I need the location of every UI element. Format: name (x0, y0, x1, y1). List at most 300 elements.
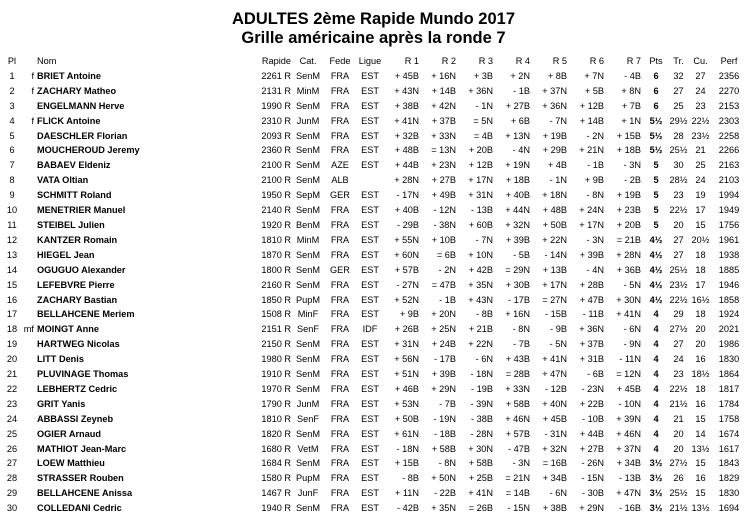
tiebreak-cu: 23 (695, 100, 706, 111)
round-4-result: + 27B (505, 100, 530, 111)
round-7-result: + 30N (616, 294, 641, 305)
player-federation: FRA (330, 324, 350, 335)
player-rating: 1950 R (261, 190, 291, 201)
round-3-result: + 58B (468, 458, 493, 469)
round-5-result: - 31N (544, 428, 567, 439)
player-title: f (31, 70, 34, 81)
round-7-result: - 6N (623, 324, 641, 335)
header-pts: Pts (649, 56, 663, 66)
player-place: 21 (6, 369, 18, 380)
header-tr: Tr. (673, 56, 684, 66)
player-rating: 1870 R (261, 249, 291, 260)
round-3-result: - 19B (471, 383, 493, 394)
player-points: 4 (653, 324, 659, 335)
player-name: ZACHARY Matheo (37, 85, 117, 96)
tiebreak-tr: 27½ (669, 324, 688, 335)
round-7-result: - 9N (623, 339, 641, 350)
player-category: SenF (297, 324, 319, 335)
round-2-result: + 25N (431, 324, 456, 335)
round-3-result: + 43N (468, 294, 493, 305)
player-performance: 2153 (718, 100, 740, 111)
player-points: 4 (653, 369, 659, 380)
tiebreak-cu: 13½ (691, 503, 710, 514)
round-4-result: + 30B (505, 279, 530, 290)
round-3-result: - 6N (475, 354, 493, 365)
player-performance: 1829 (718, 473, 740, 484)
player-league: EST (361, 398, 379, 409)
player-title (21, 352, 37, 367)
round-6-result: - 30B (582, 488, 604, 499)
tiebreak-cu: 15 (695, 458, 706, 469)
round-4-result: + 19N (505, 160, 530, 171)
round-7-result: - 4B (624, 70, 641, 81)
player-name: OGUGUO Alexander (37, 264, 126, 275)
player-category: SenM (295, 428, 320, 439)
round-2-result: + 24B (431, 339, 456, 350)
player-category: SenM (295, 249, 320, 260)
table-row (3, 263, 746, 278)
table-row (3, 442, 746, 457)
player-name: BELLAHCENE Anissa (37, 488, 133, 499)
round-6-result: - 8N (586, 190, 604, 201)
header-nom: Nom (37, 56, 57, 66)
player-category: SenM (295, 458, 320, 469)
round-1-result: + 56N (394, 354, 419, 365)
player-place: 3 (9, 100, 15, 111)
round-6-result: + 37B (579, 339, 604, 350)
round-6-result: + 39B (579, 249, 604, 260)
round-6-result: - 6B (587, 369, 604, 380)
player-rating: 1810 R (261, 413, 291, 424)
tiebreak-tr: 25½ (669, 145, 688, 156)
player-points: 5 (653, 160, 659, 171)
round-7-result: + 34B (616, 458, 641, 469)
round-7-result: + 37N (616, 443, 641, 454)
round-5-result: - 1N (549, 175, 567, 186)
round-4-result: - 1B (513, 85, 530, 96)
player-title: f (31, 115, 34, 126)
player-place: 23 (6, 398, 18, 409)
player-name: BABAEV Eldeniz (37, 160, 111, 171)
player-place: 26 (6, 443, 18, 454)
round-3-result: - 18N (470, 369, 493, 380)
player-rating: 1940 R (261, 503, 291, 514)
player-place: 11 (7, 219, 17, 230)
round-5-result: + 40N (542, 398, 567, 409)
round-2-result: + 37B (431, 115, 456, 126)
round-6-result: + 29N (579, 503, 604, 514)
player-performance: 1946 (718, 279, 740, 290)
player-name: PLUVINAGE Thomas (37, 369, 129, 380)
header-r7: R 7 (626, 56, 641, 66)
player-league: EST (361, 70, 379, 81)
round-1-result: + 53N (394, 398, 419, 409)
tiebreak-tr: 23½ (669, 279, 688, 290)
tiebreak-tr: 27 (673, 85, 684, 96)
player-title (21, 99, 37, 114)
round-1-result: - 27N (396, 279, 419, 290)
player-category: SenM (295, 160, 320, 171)
header-ligue: Ligue (358, 56, 382, 66)
table-row (3, 218, 746, 233)
round-4-result: - 4N (512, 145, 530, 156)
round-1-result: - 42B (397, 503, 419, 514)
round-5-result: + 47N (542, 369, 567, 380)
round-7-result: + 46N (616, 428, 641, 439)
tiebreak-cu: 18½ (691, 369, 710, 380)
player-category: SenM (295, 145, 320, 156)
round-4-result: = 28B (505, 369, 530, 380)
round-6-result: - 23N (581, 383, 604, 394)
round-2-result: + 35N (431, 503, 456, 514)
player-name: ENGELMANN Herve (37, 100, 125, 111)
player-points: 4½ (649, 234, 663, 245)
player-league: EST (361, 428, 379, 439)
round-5-result: + 18N (542, 190, 567, 201)
player-name: MOUCHEROUD Jeremy (37, 145, 140, 156)
table-row (3, 427, 746, 442)
round-7-result: - 2B (624, 175, 641, 186)
round-6-result: + 22B (579, 398, 604, 409)
round-7-result: - 11N (619, 354, 641, 365)
player-title (21, 188, 37, 203)
player-performance: 1994 (718, 190, 740, 201)
tiebreak-tr: 21½ (669, 398, 688, 409)
round-6-result: - 4N (586, 264, 604, 275)
round-3-result: + 25B (468, 473, 493, 484)
tiebreak-tr: 23 (673, 190, 684, 201)
player-category: SenM (295, 100, 320, 111)
player-category: SenM (295, 369, 320, 380)
player-name: HARTWEG Nicolas (37, 339, 120, 350)
round-4-result: + 16N (505, 309, 530, 320)
round-5-result: - 7N (549, 115, 567, 126)
player-category: SenM (295, 264, 320, 275)
round-2-result: + 20N (431, 309, 456, 320)
player-title (21, 129, 37, 144)
player-rating: 2100 R (261, 160, 291, 171)
tiebreak-cu: 24 (695, 175, 706, 186)
player-category: JunF (297, 488, 319, 499)
player-performance: 1843 (718, 458, 740, 469)
tiebreak-tr: 26 (673, 473, 684, 484)
player-rating: 1508 R (261, 309, 291, 320)
round-4-result: - 17B (508, 294, 530, 305)
player-title (21, 456, 37, 471)
player-category: JunM (296, 398, 320, 409)
player-name: LITT Denis (37, 354, 84, 365)
round-1-result: + 44B (394, 160, 419, 171)
round-7-result: + 36B (616, 264, 641, 275)
player-rating: 1467 R (261, 488, 291, 499)
player-rating: 1810 R (261, 234, 291, 245)
player-federation: FRA (330, 503, 350, 514)
player-place: 9 (9, 190, 15, 201)
player-performance: 1858 (718, 294, 740, 305)
round-7-result: + 20B (616, 219, 641, 230)
table-row (3, 322, 746, 337)
player-name: LEFEBVRE Pierre (37, 279, 115, 290)
player-federation: FRA (330, 413, 350, 424)
player-performance: 2103 (718, 175, 740, 186)
round-5-result: + 41N (542, 354, 567, 365)
player-category: MinM (296, 234, 320, 245)
tiebreak-tr: 32 (673, 70, 684, 81)
player-category: PupM (295, 294, 320, 305)
player-place: 7 (9, 160, 15, 171)
table-row (3, 114, 746, 129)
player-category: SepM (295, 190, 320, 201)
round-2-result: + 29N (431, 383, 456, 394)
round-1-result: + 40B (394, 205, 419, 216)
header-cat: Cat. (299, 56, 317, 66)
player-points: 5½ (649, 115, 663, 126)
tiebreak-cu: 20½ (691, 234, 710, 245)
round-5-result: + 8B (547, 70, 567, 81)
player-category: SenM (295, 70, 320, 81)
player-name: HIEGEL Jean (37, 249, 95, 260)
header-r2: R 2 (441, 56, 456, 66)
player-league: EST (361, 279, 379, 290)
player-performance: 1864 (718, 369, 740, 380)
player-name: FLICK Antoine (37, 115, 101, 126)
table-row (3, 337, 746, 352)
player-performance: 2303 (718, 115, 740, 126)
round-3-result: - 8B (476, 309, 493, 320)
table-row (3, 278, 746, 293)
round-5-result: + 34B (542, 473, 567, 484)
player-category: SenM (295, 279, 320, 290)
round-7-result: - 16B (619, 503, 641, 514)
round-7-result: + 41N (616, 309, 641, 320)
round-3-result: - 7N (475, 234, 493, 245)
player-place: 19 (6, 339, 18, 350)
player-performance: 2266 (718, 145, 740, 156)
player-league: EST (361, 100, 379, 111)
player-league: EST (361, 160, 379, 171)
player-name: ZACHARY Bastian (37, 294, 118, 305)
round-7-result: + 7B (621, 100, 641, 111)
tiebreak-tr: 20 (673, 219, 684, 230)
tiebreak-cu: 18 (695, 309, 706, 320)
player-place: 4 (9, 115, 15, 126)
table-row (3, 173, 746, 188)
player-federation: FRA (330, 339, 350, 350)
header-r1: R 1 (404, 56, 419, 66)
player-federation: FRA (330, 354, 350, 365)
player-points: 5 (653, 219, 659, 230)
player-points: 4½ (649, 264, 663, 275)
player-federation: FRA (330, 458, 350, 469)
player-name: COLLEDANI Cedric (37, 503, 122, 514)
round-5-result: + 48B (542, 205, 567, 216)
round-4-result: + 32N (505, 219, 530, 230)
player-rating: 1980 R (261, 354, 291, 365)
player-performance: 2021 (718, 324, 740, 335)
player-name: MATHIOT Jean-Marc (37, 443, 127, 454)
player-league: EST (361, 130, 379, 141)
round-3-result: = 5N (473, 115, 493, 126)
table-row (3, 129, 746, 144)
player-league: EST (361, 339, 379, 350)
round-4-result: - 15N (507, 503, 530, 514)
tiebreak-cu: 18 (695, 249, 706, 260)
round-5-result: + 17N (542, 279, 567, 290)
player-federation: FRA (330, 279, 350, 290)
player-title (21, 203, 37, 218)
round-4-result: + 58B (505, 398, 530, 409)
round-1-result: + 51N (394, 369, 419, 380)
player-performance: 2163 (718, 160, 740, 171)
tiebreak-tr: 29 (673, 309, 684, 320)
table-row (3, 203, 746, 218)
round-5-result: - 9B (550, 324, 567, 335)
player-league: EST (361, 354, 379, 365)
player-title (21, 248, 37, 263)
tiebreak-tr: 23 (673, 369, 684, 380)
round-3-result: + 35N (468, 279, 493, 290)
player-points: 4 (653, 428, 659, 439)
round-6-result: + 9B (584, 175, 604, 186)
round-2-result: - 18B (434, 428, 456, 439)
round-7-result: + 8N (621, 85, 641, 96)
round-7-result: + 45B (616, 383, 641, 394)
player-rating: 2261 R (261, 70, 291, 81)
table-row (3, 143, 746, 158)
round-1-result: - 17N (396, 190, 419, 201)
round-6-result: + 5B (584, 85, 604, 96)
player-name: MENETRIER Manuel (37, 205, 126, 216)
player-federation: FRA (330, 398, 350, 409)
round-2-result: + 14B (431, 85, 456, 96)
player-place: 28 (6, 473, 18, 484)
round-2-result: = 47B (431, 279, 456, 290)
player-points: 5 (653, 205, 659, 216)
tiebreak-tr: 25 (673, 100, 684, 111)
table-row (3, 486, 746, 501)
header-r4: R 4 (515, 56, 530, 66)
player-category: MinM (296, 85, 320, 96)
round-4-result: - 8N (512, 324, 530, 335)
round-5-result: - 15B (545, 309, 567, 320)
round-1-result: + 9B (399, 309, 419, 320)
player-title: mf (23, 324, 34, 335)
player-place: 10 (6, 205, 18, 216)
tiebreak-cu: 15 (695, 413, 706, 424)
player-title (21, 412, 37, 427)
round-5-result: + 13B (542, 264, 567, 275)
player-performance: 1961 (718, 234, 740, 245)
player-federation: ALB (331, 175, 349, 186)
round-3-result: + 36N (468, 85, 493, 96)
table-row (3, 233, 746, 248)
tiebreak-tr: 22½ (669, 294, 688, 305)
round-1-result: + 38B (394, 100, 419, 111)
player-points: 6 (653, 100, 659, 111)
player-name: STRASSER Rouben (37, 473, 124, 484)
tiebreak-cu: 19 (695, 190, 706, 201)
player-title (21, 278, 37, 293)
round-3-result: + 3B (473, 70, 493, 81)
player-federation: FRA (330, 488, 350, 499)
tiebreak-tr: 25½ (669, 264, 688, 275)
player-league: EST (361, 503, 379, 514)
tiebreak-cu: 16 (695, 398, 706, 409)
round-6-result: + 14B (579, 115, 604, 126)
table-row (3, 501, 746, 516)
player-league: EST (361, 249, 379, 260)
round-3-result: + 31N (468, 190, 493, 201)
header-r3: R 3 (478, 56, 493, 66)
player-category: MinF (297, 309, 319, 320)
player-rating: 1684 R (261, 458, 291, 469)
round-2-result: - 7B (439, 398, 456, 409)
player-title (21, 293, 37, 308)
round-5-result: + 19B (542, 130, 567, 141)
player-place: 1 (9, 70, 15, 81)
tiebreak-tr: 20 (673, 443, 684, 454)
player-name: MOINGT Anne (37, 324, 99, 335)
round-7-result: + 28N (616, 249, 641, 260)
header-r5: R 5 (552, 56, 567, 66)
round-3-result: - 13B (471, 205, 493, 216)
player-rating: 2151 R (261, 324, 291, 335)
round-6-result: - 26N (581, 458, 604, 469)
tiebreak-cu: 16 (695, 473, 706, 484)
player-title (21, 263, 37, 278)
tiebreak-cu: 25 (695, 160, 706, 171)
round-7-result: - 10N (618, 398, 641, 409)
round-2-result: - 12N (433, 205, 456, 216)
player-performance: 1949 (718, 205, 740, 216)
round-6-result: + 31B (579, 354, 604, 365)
round-2-result: - 19N (433, 413, 456, 424)
player-league: EST (361, 294, 379, 305)
round-2-result: + 39B (431, 369, 456, 380)
tiebreak-cu: 23½ (691, 130, 710, 141)
player-title (21, 233, 37, 248)
round-6-result: + 24N (579, 205, 604, 216)
table-row (3, 69, 746, 84)
player-points: 4 (653, 413, 659, 424)
player-title (21, 307, 37, 322)
player-title (21, 501, 37, 516)
round-1-result: + 31N (394, 339, 419, 350)
player-place: 15 (6, 279, 18, 290)
round-4-result: = 21N (505, 473, 530, 484)
player-category: SenM (295, 383, 320, 394)
header-rapide: Rapide (261, 56, 291, 66)
header-fede: Fede (329, 56, 351, 66)
player-league: EST (361, 205, 379, 216)
tiebreak-cu: 18 (695, 264, 706, 275)
player-name: DAESCHLER Florian (37, 130, 128, 141)
player-rating: 2150 R (261, 339, 291, 350)
player-place: 24 (6, 413, 18, 424)
player-federation: FRA (330, 219, 350, 230)
tiebreak-tr: 22½ (669, 205, 688, 216)
round-6-result: - 2N (586, 130, 604, 141)
player-rating: 2140 R (261, 205, 291, 216)
player-league (355, 173, 385, 188)
round-5-result: + 45B (542, 413, 567, 424)
player-rating: 2160 R (261, 279, 291, 290)
player-points: 4 (653, 398, 659, 409)
player-performance: 2258 (718, 130, 740, 141)
round-7-result: - 13B (619, 473, 641, 484)
player-place: 30 (6, 503, 18, 514)
player-league: EST (361, 145, 379, 156)
